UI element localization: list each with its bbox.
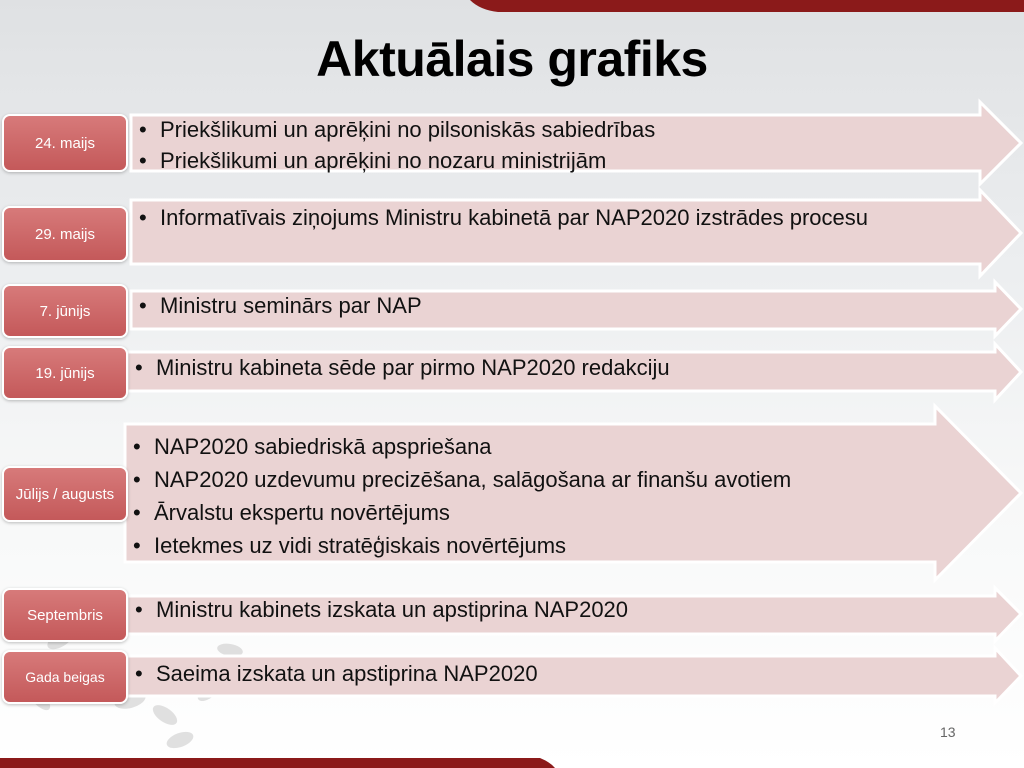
slide-title: Aktuālais grafiks: [316, 31, 708, 87]
bullet-item: • Ārvalstu ekspertu novērtējums: [130, 496, 930, 529]
bullet-item: • Priekšlikumi un aprēķini no pilsoniskās sabiedrības: [136, 114, 655, 145]
bullet-item: • Ietekmes uz vidi stratēģiskais novērtējums: [130, 529, 930, 562]
bullet-list: [136, 290, 422, 321]
bullet-list: [132, 352, 670, 383]
timeline-row: [0, 188, 1024, 280]
timeline-row: [0, 646, 1024, 706]
bullet-list: [132, 594, 628, 625]
timeline-row: [0, 282, 1024, 340]
bullet-list: [136, 114, 655, 176]
date-label: 7. jūnijs: [2, 284, 128, 338]
bullet-list: [136, 202, 936, 233]
bullet-list: [132, 658, 538, 689]
date-label: Septembris: [2, 588, 128, 642]
timeline-row: [0, 342, 1024, 404]
bullet-item: • Ministru kabineta sēde par pirmo NAP2020 redakciju: [132, 352, 670, 383]
bullet-item: • Priekšlikumi un aprēķini no nozaru ministrijām: [136, 145, 655, 176]
timeline-row: [0, 586, 1024, 644]
timeline-row: [0, 100, 1024, 186]
bullet-item: • Informatīvais ziņojums Ministru kabinetā par NAP2020 izstrādes procesu: [136, 202, 936, 233]
bullet-item: • NAP2020 sabiedriskā apspriešana: [130, 430, 930, 463]
bullet-item: • NAP2020 uzdevumu precizēšana, salāgošana ar finanšu avotiem: [130, 463, 930, 496]
date-label: Gada beigas: [2, 650, 128, 704]
bullet-item: • Ministru seminārs par NAP: [136, 290, 422, 321]
bullet-item: • Saeima izskata un apstiprina NAP2020: [132, 658, 538, 689]
date-label: 29. maijs: [2, 206, 128, 262]
date-label: Jūlijs / augusts: [2, 466, 128, 522]
page-number: 13: [940, 724, 956, 740]
date-label: 24. maijs: [2, 114, 128, 172]
timeline-row: [0, 404, 1024, 584]
bullet-item: • Ministru kabinets izskata un apstiprina NAP2020: [132, 594, 628, 625]
bullet-list: [130, 430, 930, 562]
date-label: 19. jūnijs: [2, 346, 128, 400]
